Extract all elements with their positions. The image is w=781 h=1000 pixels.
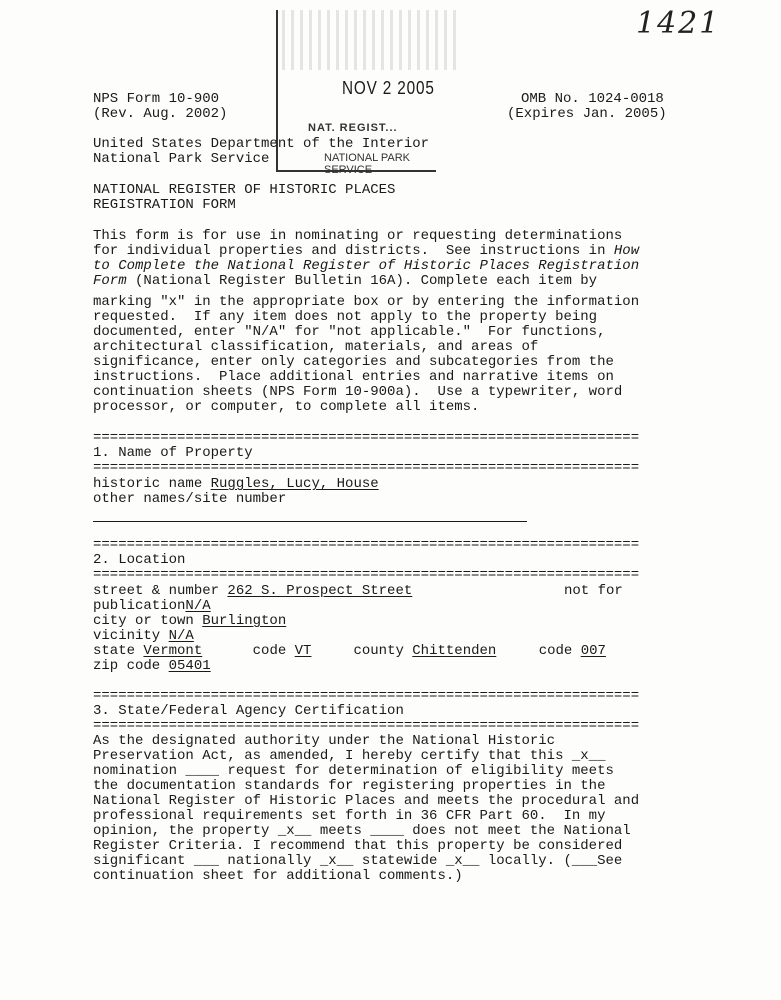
certification-line: Register Criteria. I recommend that this property be considered xyxy=(93,838,623,854)
state-code-value: VT xyxy=(294,643,312,659)
intro-line: to Complete the National Register of Historic Places Registration xyxy=(93,258,640,274)
publication-row xyxy=(93,599,227,614)
section-1-heading: 1. Name of Property xyxy=(93,445,253,461)
street-value: 262 S. Prospect Street xyxy=(227,583,413,599)
certification-line: opinion, the property _x__ meets ____ does not meet the National xyxy=(93,823,631,839)
intro-text: for individual properties and districts. See instructions in xyxy=(93,243,614,259)
intro-line xyxy=(93,274,597,289)
section-divider: ================================================================= xyxy=(93,430,640,446)
intro-line xyxy=(93,244,639,259)
historic-name-label: historic name xyxy=(93,476,211,492)
publication-label: publication xyxy=(93,598,186,614)
intro-text: (National Register Bulletin 16A). Complete each item by xyxy=(126,273,598,289)
intro-italic-text: Form xyxy=(93,273,127,289)
stamp-date: NOV 2 2005 xyxy=(342,78,435,98)
county-code-value: 007 xyxy=(580,643,606,659)
certification-line: Preservation Act, as amended, I hereby certify that this _x__ xyxy=(93,748,606,764)
department: United States Department of the Interior xyxy=(93,136,430,152)
handwritten-page-number: 1421 xyxy=(636,6,721,41)
street-row xyxy=(93,584,553,599)
intro-line: architectural classification, materials, and areas of xyxy=(93,339,539,355)
intro-line: documented, enter "N/A" for "not applicable." For functions, xyxy=(93,324,606,340)
historic-name-row xyxy=(93,477,618,492)
zip-label: zip code xyxy=(93,658,169,674)
section-3-heading: 3. State/Federal Agency Certification xyxy=(93,703,404,719)
section-divider: ================================================================= xyxy=(93,460,640,476)
certification-line: significant ___ nationally _x__ statewide _x__ locally. (___See xyxy=(93,853,623,869)
intro-line: instructions. Place additional entries and narrative items on xyxy=(93,369,614,385)
vicinity-label: vicinity xyxy=(93,628,169,644)
intro-line: continuation sheets (NPS Form 10-900a). Use a typewriter, word xyxy=(93,384,623,400)
zip-row xyxy=(93,659,261,674)
certification-line: As the designated authority under the National Historic xyxy=(93,733,556,749)
stamp-register-text: NAT. REGIST... xyxy=(308,122,398,134)
form-title: NATIONAL REGISTER OF HISTORIC PLACES xyxy=(93,182,396,198)
intro-line: marking "x" in the appropriate box or by entering the information xyxy=(93,294,640,310)
form-subtitle: REGISTRATION FORM xyxy=(93,197,236,213)
street-label: street & number xyxy=(93,583,228,599)
publication-value: N/A xyxy=(185,598,211,614)
county-code-label: code xyxy=(538,643,581,659)
certification-line: nomination ____ request for determination of eligibility meets xyxy=(93,763,614,779)
section-divider: ================================================================= xyxy=(93,567,640,583)
form-number: NPS Form 10-900 xyxy=(93,91,220,107)
stamp-nps-text: NATIONAL PARK SERVICE xyxy=(324,152,410,176)
vicinity-value: N/A xyxy=(168,628,194,644)
section-divider: ================================================================= xyxy=(93,718,640,734)
city-value: Burlington xyxy=(202,613,287,629)
certification-line: professional requirements set forth in 36 CFR Part 60. In my xyxy=(93,808,606,824)
intro-line: requested. If any item does not apply to the property being xyxy=(93,309,598,325)
zip-value: 05401 xyxy=(168,658,211,674)
state-label: state xyxy=(93,643,144,659)
section-2-heading: 2. Location xyxy=(93,552,186,568)
certification-line: the documentation standards for registering properties in the xyxy=(93,778,606,794)
state-row xyxy=(93,644,623,659)
city-row xyxy=(93,614,602,629)
intro-italic-text: How xyxy=(613,243,640,259)
intro-line: This form is for use in nominating or requesting determinations xyxy=(93,228,623,244)
other-names-field xyxy=(93,521,527,522)
state-code-label: code xyxy=(252,643,295,659)
certification-line: continuation sheet for additional comments.) xyxy=(93,868,463,884)
certification-line: National Register of Historic Places and meets the procedural and xyxy=(93,793,640,809)
stamp-smudge xyxy=(282,10,457,70)
section-divider: ================================================================= xyxy=(93,688,640,704)
other-names-label: other names/site number xyxy=(93,491,287,507)
county-value: Chittenden xyxy=(412,643,497,659)
service: National Park Service xyxy=(93,151,270,167)
intro-line: processor, or computer, to complete all items. xyxy=(93,399,480,415)
county-label: county xyxy=(353,643,413,659)
state-value: Vermont xyxy=(143,643,203,659)
city-label: city or town xyxy=(93,613,203,629)
historic-name-value: Ruggles, Lucy, House xyxy=(210,476,379,492)
vicinity-row xyxy=(93,629,227,644)
omb-expiry: (Expires Jan. 2005) xyxy=(507,106,667,122)
omb-number: OMB No. 1024-0018 xyxy=(521,91,664,107)
not-for-label: not for xyxy=(564,583,623,599)
section-divider: ================================================================= xyxy=(93,537,640,553)
form-revision: (Rev. Aug. 2002) xyxy=(93,106,228,122)
intro-line: significance, enter only categories and subcategories from the xyxy=(93,354,614,370)
